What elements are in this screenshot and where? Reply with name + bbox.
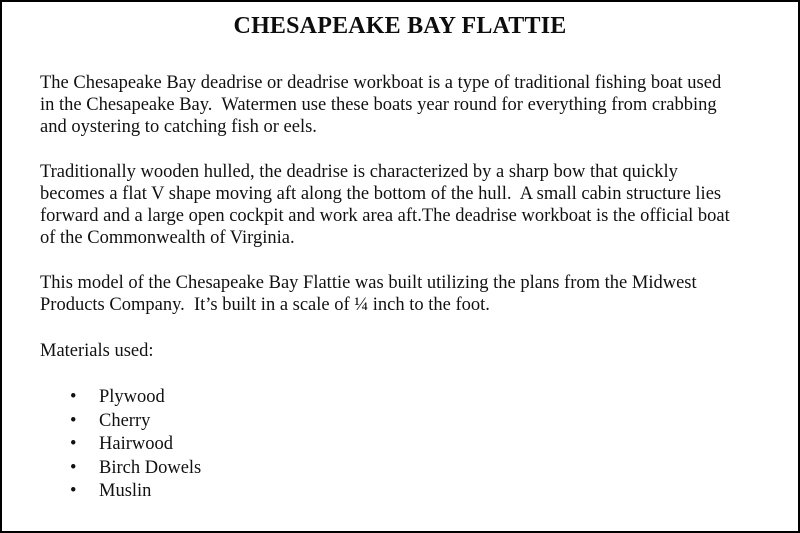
page-title: CHESAPEAKE BAY FLATTIE bbox=[233, 13, 567, 39]
list-item bbox=[40, 480, 760, 504]
materials-list bbox=[40, 386, 760, 504]
bullet-icon: • bbox=[70, 410, 77, 431]
material-label: Cherry bbox=[99, 410, 151, 431]
bullet-icon: • bbox=[70, 387, 77, 407]
bullet-icon: • bbox=[70, 481, 77, 501]
material-label: Birch Dowels bbox=[99, 457, 202, 478]
paragraph-deadrise-intro: The Chesapeake Bay deadrise or deadrise workboat is a type of traditional fishing boat used in the Chesapeake Bay. Watermen use these boats year round for everything from crabbing and oystering to catching fish or eels. bbox=[40, 73, 726, 137]
material-label: Plywood bbox=[99, 387, 165, 407]
material-label: Hairwood bbox=[99, 434, 173, 454]
paragraph-hull-description: Traditionally wooden hulled, the deadrise is characterized by a sharp bow that quickly becomes a flat V shape moving aft along the bottom of the hull. A small cabin structure lies forward and a large open cockpit and work area aft.The deadrise workboat is the official boat of the Commonwealth of Virginia. bbox=[40, 162, 735, 248]
list-item bbox=[40, 386, 760, 410]
paragraph-model-info: This model of the Chesapeake Bay Flattie was built utilizing the plans from the Midwest Products Company. It’s built in a scale of ¼ inch to the foot. bbox=[40, 273, 702, 315]
document-content bbox=[2, 2, 798, 504]
material-label: Muslin bbox=[99, 481, 152, 501]
list-item bbox=[40, 433, 760, 457]
list-item bbox=[40, 410, 760, 434]
materials-label: Materials used: bbox=[40, 341, 154, 361]
bullet-icon: • bbox=[70, 457, 77, 478]
bullet-icon: • bbox=[70, 434, 77, 454]
list-item bbox=[40, 457, 760, 481]
